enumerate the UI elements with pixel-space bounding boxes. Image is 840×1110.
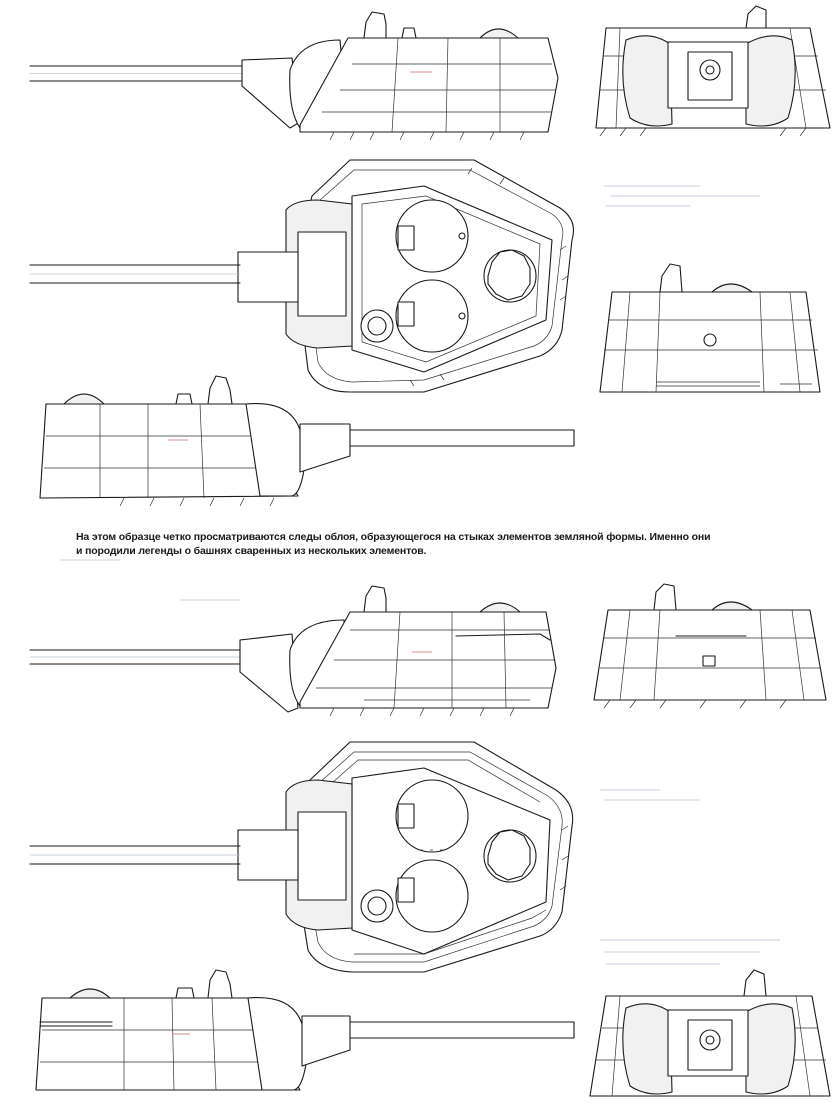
turret-side-view-4 bbox=[36, 970, 574, 1090]
turret-top-view-2 bbox=[30, 742, 573, 972]
turret-side-view-1 bbox=[30, 12, 558, 140]
turret-rear-view-1 bbox=[600, 264, 820, 392]
caption-line-2: и породили легенды о башнях сваренных из нескольких элементов. bbox=[76, 545, 427, 557]
turret-front-view-1 bbox=[596, 6, 830, 136]
turret-front-view-2 bbox=[590, 970, 830, 1096]
turret-top-view-1 bbox=[30, 160, 574, 392]
turret-rear-view-2 bbox=[594, 584, 826, 708]
caption-text bbox=[76, 530, 796, 558]
caption-line-1: На этом образце четко просматриваются следы облоя, образующегося на стыках элементов земляной формы. Именно они bbox=[76, 531, 711, 543]
turret-side-view-3 bbox=[30, 586, 556, 716]
turret-side-view-2 bbox=[40, 376, 574, 506]
